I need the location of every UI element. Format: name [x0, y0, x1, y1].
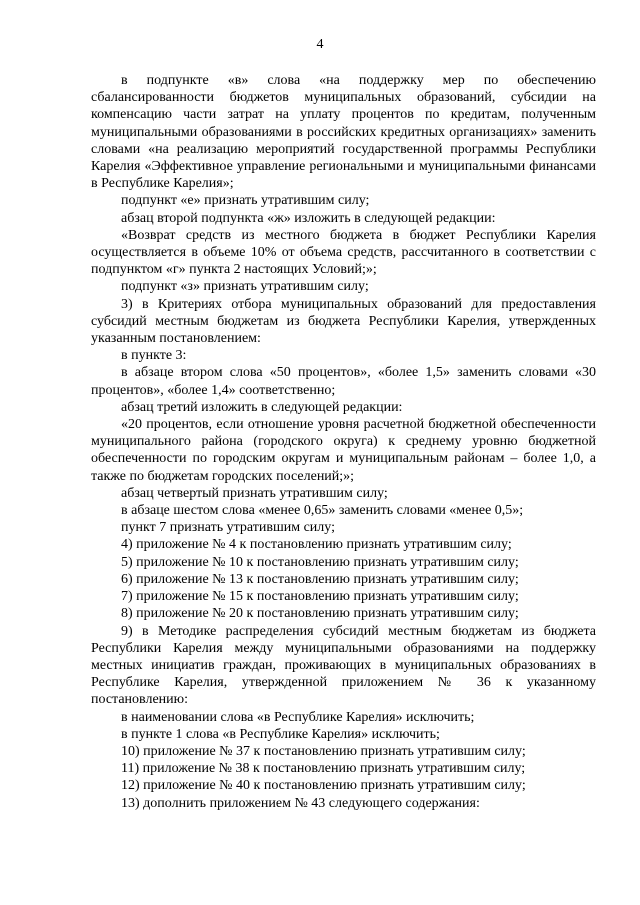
paragraph: пункт 7 признать утратившим силу; — [121, 520, 335, 536]
paragraph: 10) приложение № 37 к постановлению признать утратившим силу; — [121, 743, 526, 759]
paragraph: в пункте 3: — [121, 348, 187, 364]
paragraph: в подпункте «в» слова «на поддержку мер по обеспечению сбалансированности бюджетов муниципальных образований, субсидии на компенсацию части затрат на уплату процентов по кредитам, полученным муниципальными образованиями в российских кредитных организациях» заменить словами «на реализацию мероприятий государственной программы Республики Карелия «Эффективное управление региональными и муниципальными финансами в Республике Карелия»; — [91, 73, 596, 192]
paragraph: 6) приложение № 13 к постановлению признать утратившим силу; — [121, 571, 519, 587]
paragraph: подпункт «е» признать утратившим силу; — [121, 193, 370, 209]
paragraph: 3) в Критериях отбора муниципальных образований для предоставления субсидий местным бюджетам из бюджета Республики Карелия, утвержденных указанным постановлением: — [91, 296, 596, 347]
paragraph: в абзаце втором слова «50 процентов», «более 1,5» заменить словами «30 процентов», «более 1,4» соответственно; — [91, 365, 596, 398]
paragraph: абзац четвертый признать утратившим силу; — [121, 485, 388, 501]
paragraph: абзац второй подпункта «ж» изложить в следующей редакции: — [121, 210, 496, 226]
paragraph: «20 процентов, если отношение уровня расчетной бюджетной обеспеченности муниципального района (городского округа) к среднему уровню бюджетной обеспеченности по городским округам и муниципальным районам – более 1,0, а также по бюджетам городских поселений;»; — [91, 417, 596, 484]
paragraph: 13) дополнить приложением № 43 следующего содержания: — [121, 795, 480, 811]
page-number: 4 — [316, 37, 324, 52]
paragraph: 12) приложение № 40 к постановлению признать утратившим силу; — [121, 778, 526, 794]
paragraph: в абзаце шестом слова «менее 0,65» заменить словами «менее 0,5»; — [121, 503, 524, 519]
paragraph: 9) в Методике распределения субсидий местным бюджетам из бюджета Республики Карелия между муниципальными образованиями на поддержку местных инициатив граждан, проживающих в муниципальных образованиях в Республике Карелия, утвержденной приложением № 36 к указанному постановлению: — [91, 623, 596, 708]
paragraph: 7) приложение № 15 к постановлению признать утратившим силу; — [121, 589, 519, 605]
paragraph: 4) приложение № 4 к постановлению признать утратившим силу; — [121, 537, 512, 553]
paragraph: абзац третий изложить в следующей редакции: — [121, 399, 403, 415]
document-body — [91, 72, 596, 812]
paragraph: в наименовании слова «в Республике Карелия» исключить; — [121, 709, 475, 725]
paragraph: 5) приложение № 10 к постановлению признать утратившим силу; — [121, 554, 519, 570]
paragraph: подпункт «з» признать утратившим силу; — [121, 279, 369, 295]
paragraph: в пункте 1 слова «в Республике Карелия» исключить; — [121, 726, 440, 742]
paragraph: «Возврат средств из местного бюджета в бюджет Республики Карелия осуществляется в объеме 10% от объема средств, рассчитанного в соответствии с подпунктом «г» пункта 2 настоящих Условий;»; — [91, 227, 596, 278]
paragraph: 11) приложение № 38 к постановлению признать утратившим силу; — [121, 761, 526, 777]
paragraph: 8) приложение № 20 к постановлению признать утратившим силу; — [121, 606, 519, 622]
